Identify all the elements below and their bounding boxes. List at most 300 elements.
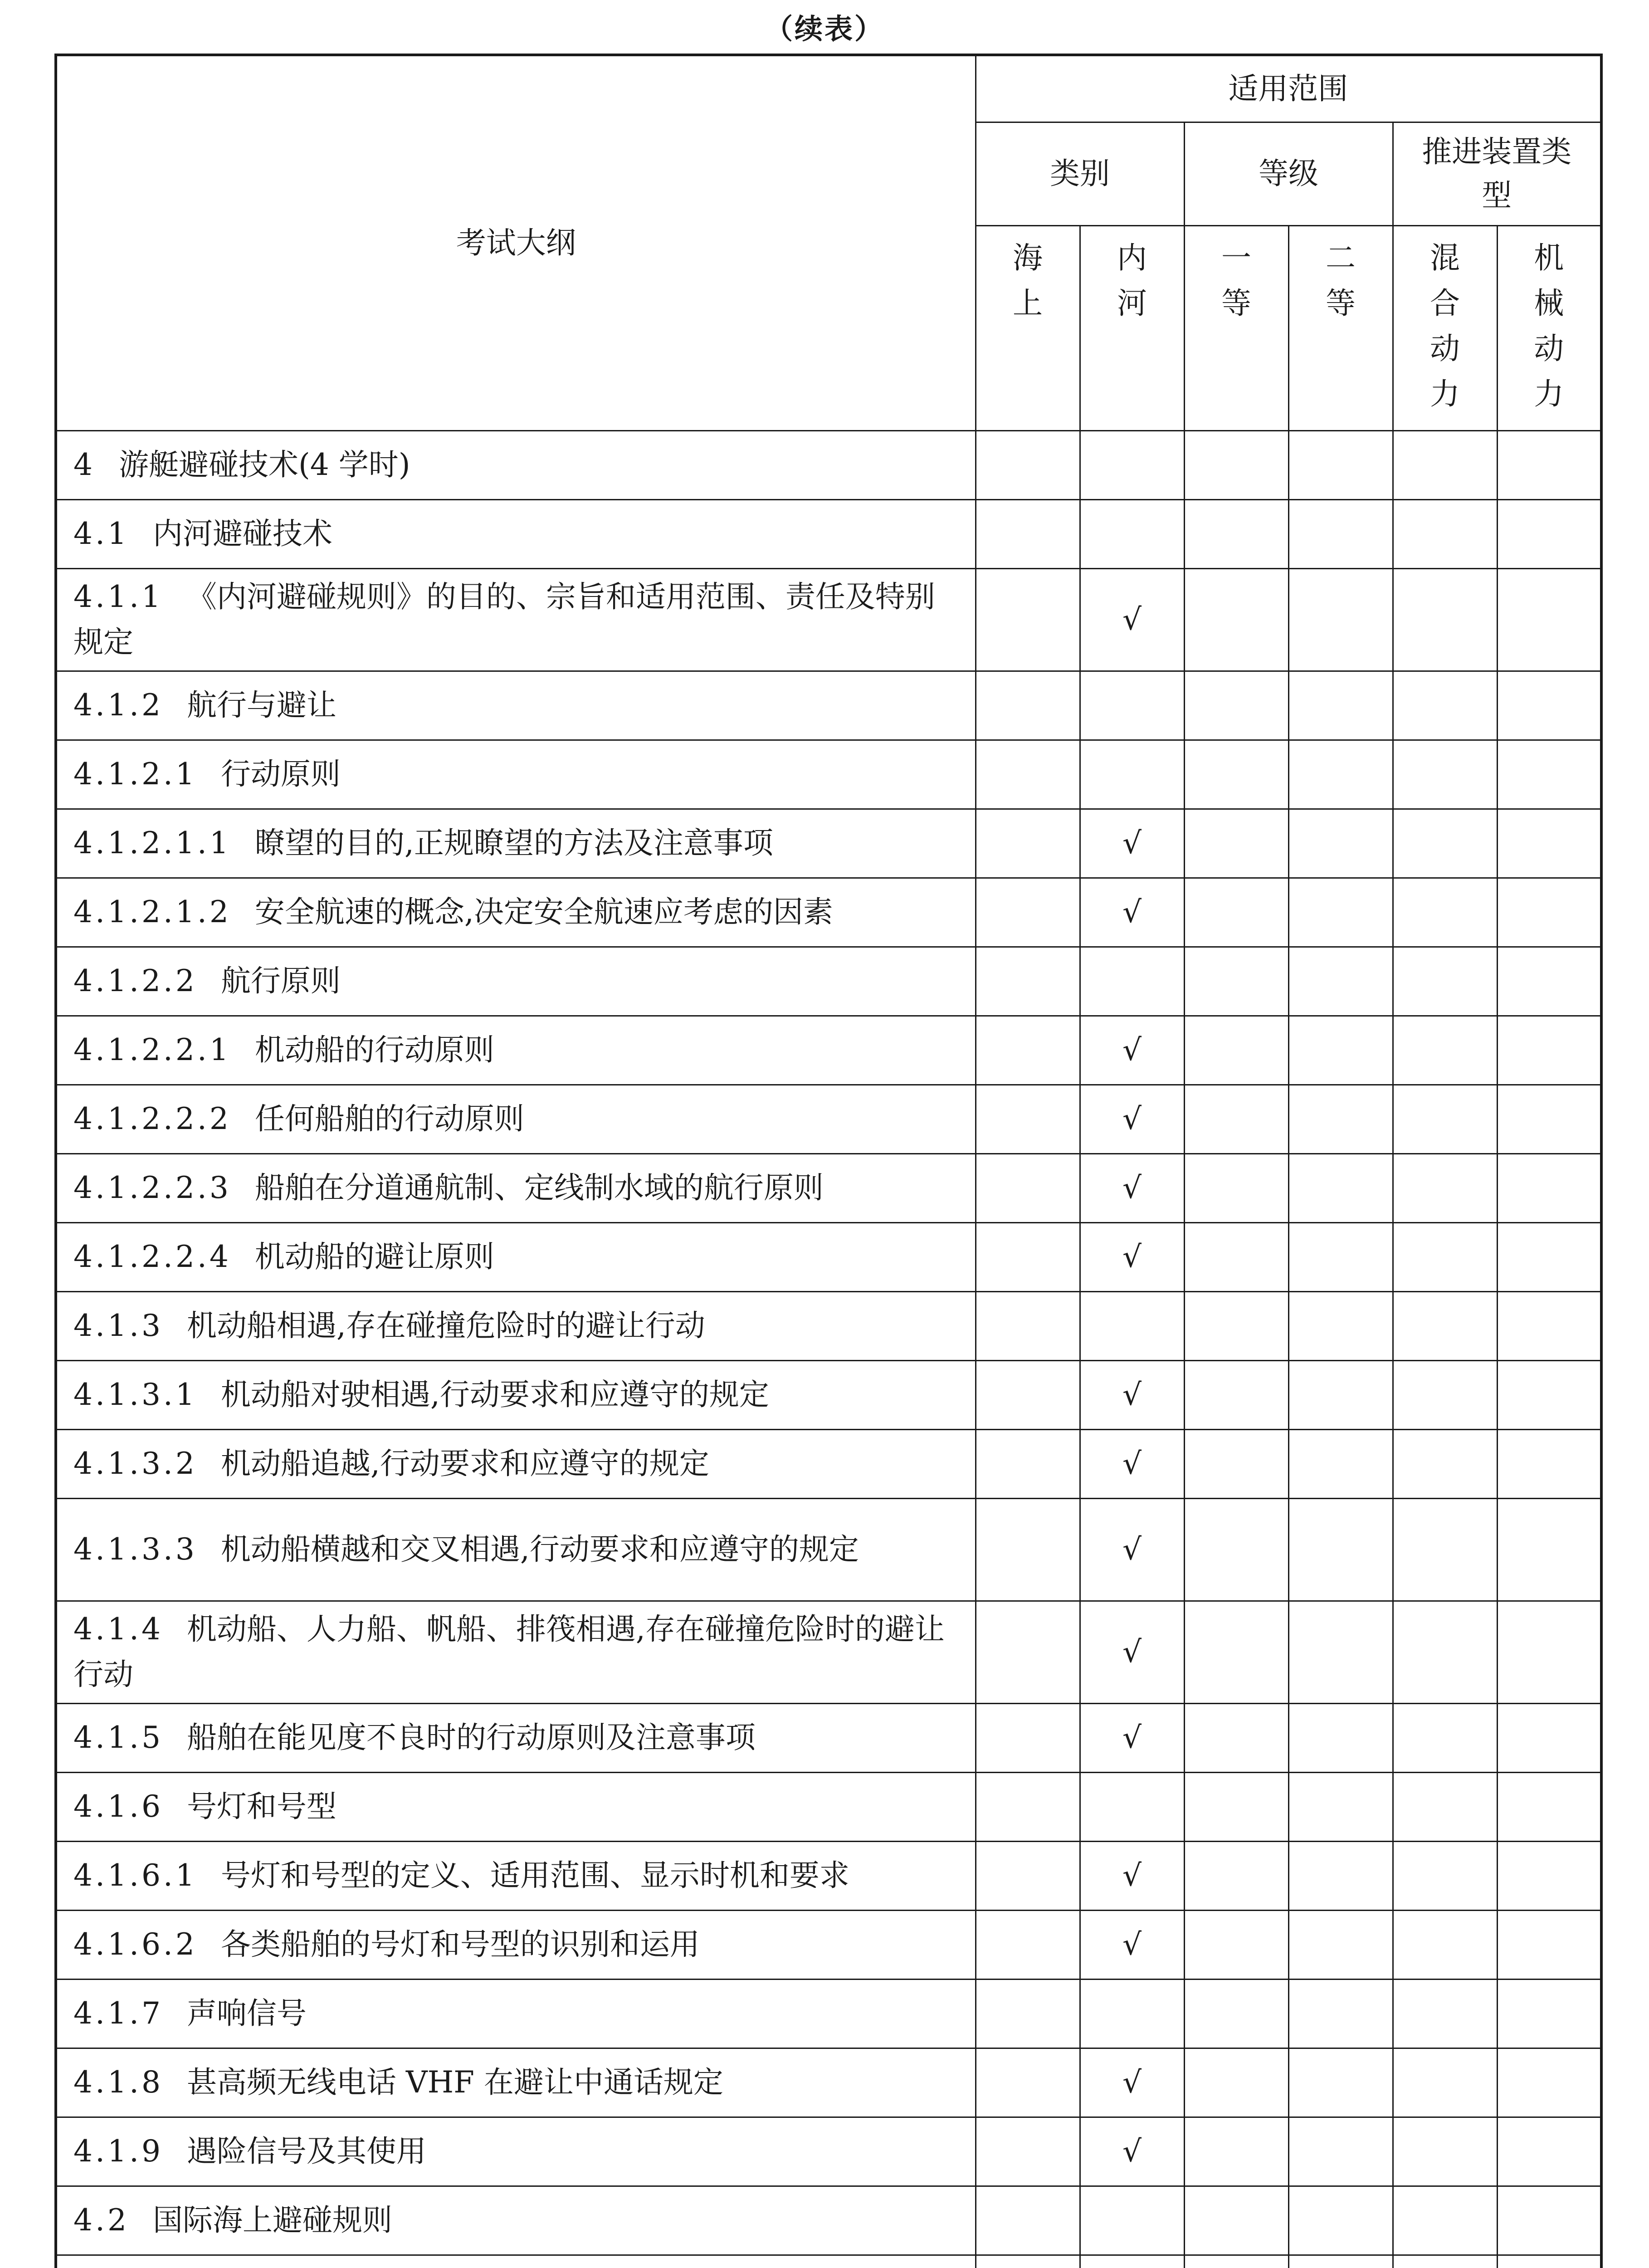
item-text: 内河避碰技术 [152, 516, 332, 551]
header-propulsion: 推进装置类型 [1393, 122, 1601, 225]
scope-cell-col-hybrid-power [1393, 2186, 1497, 2255]
subheader-char: 力 [1430, 376, 1460, 411]
scope-cell-col-sea [976, 1910, 1080, 1979]
scope-cell-col-mechanical-power [1497, 1772, 1601, 1841]
scope-cell-col-mechanical-power [1497, 2117, 1601, 2186]
exam-outline-table [54, 54, 1603, 2268]
scope-cell-col-sea [976, 2048, 1080, 2117]
item-text: 任何船舶的行动原则 [254, 1101, 524, 1136]
scope-cell-col-grade-one [1184, 1154, 1288, 1222]
scope-cell-col-grade-one [1184, 1601, 1288, 1703]
scope-cell-col-grade-one [1184, 1360, 1288, 1429]
table-row [56, 2186, 1601, 2255]
item-number: 4.1.2.1.1 [73, 826, 231, 860]
item-text: 机动船对驶相遇,行动要求和应遵守的规定 [220, 1377, 769, 1412]
scope-cell-col-hybrid-power [1393, 1841, 1497, 1910]
header-grade: 等级 [1184, 122, 1393, 225]
table-row [56, 1154, 1601, 1222]
scope-cell-col-mechanical-power [1497, 671, 1601, 740]
scope-cell-col-grade-two [1288, 809, 1393, 878]
subheader-char: 合 [1430, 285, 1460, 321]
check-mark: √ [1122, 1858, 1142, 1893]
scope-cell-col-inland [1080, 1772, 1184, 1841]
scope-cell-col-mechanical-power [1497, 1841, 1601, 1910]
item-number: 4.1.2.2 [73, 963, 197, 998]
scope-cell-col-grade-one [1184, 1498, 1288, 1601]
outline-item [56, 1429, 976, 1498]
scope-cell-col-grade-one [1184, 671, 1288, 740]
subheader-col-mechanical-power [1497, 225, 1601, 430]
scope-cell-col-inland [1080, 2255, 1184, 2268]
table-row [56, 740, 1601, 809]
check-mark: √ [1122, 1377, 1142, 1412]
item-text: 游艇避碰技术(4 学时) [119, 447, 410, 482]
item-number: 4.1.5 [73, 1720, 163, 1755]
table-row [56, 1291, 1601, 1360]
scope-cell-col-grade-two [1288, 1222, 1393, 1291]
scope-cell-col-mechanical-power [1497, 1429, 1601, 1498]
table-row [56, 1360, 1601, 1429]
scope-cell-col-grade-one [1184, 1429, 1288, 1498]
scope-cell-col-inland [1080, 740, 1184, 809]
item-text: 甚高频无线电话 VHF 在避让中通话规定 [186, 2065, 723, 2100]
subheader-col-grade-one [1184, 225, 1288, 430]
item-text: 国际海上避碰规则 [152, 2203, 392, 2238]
item-text: 机动船横越和交叉相遇,行动要求和应遵守的规定 [220, 1532, 859, 1567]
scope-cell-col-hybrid-power [1393, 1154, 1497, 1222]
scope-cell-col-sea [976, 2255, 1080, 2268]
scope-cell-col-grade-one [1184, 2255, 1288, 2268]
subheader-char: 一 [1221, 240, 1251, 275]
outline-item [56, 1498, 976, 1601]
outline-item [56, 878, 976, 947]
subheader-col-hybrid-power [1393, 225, 1497, 430]
scope-cell-col-grade-two [1288, 499, 1393, 568]
table-row [56, 809, 1601, 878]
subheader-col-grade-two [1288, 225, 1393, 430]
scope-cell-col-mechanical-power [1497, 1498, 1601, 1601]
scope-cell-col-hybrid-power [1393, 671, 1497, 740]
table-row [56, 499, 1601, 568]
outline-item [56, 809, 976, 878]
item-number: 4.1.2 [73, 688, 163, 723]
subheader-char: 混 [1430, 240, 1460, 275]
scope-cell-col-grade-two [1288, 1498, 1393, 1601]
scope-cell-col-grade-one [1184, 1841, 1288, 1910]
scope-cell-col-hybrid-power [1393, 1703, 1497, 1772]
item-number: 4.1.2.2.4 [73, 1239, 231, 1274]
check-mark: √ [1122, 1032, 1142, 1067]
scope-cell-col-sea [976, 1291, 1080, 1360]
scope-cell-col-hybrid-power [1393, 1601, 1497, 1703]
item-text: 机动船相遇,存在碰撞危险时的避让行动 [186, 1308, 705, 1343]
scope-cell-col-mechanical-power [1497, 1601, 1601, 1703]
item-text: 号灯和号型的定义、适用范围、显示时机和要求 [220, 1858, 849, 1893]
item-text: 遇险信号及其使用 [186, 2134, 426, 2169]
table-row [56, 1979, 1601, 2048]
scope-cell-col-grade-one [1184, 568, 1288, 671]
table-caption: （续表） [764, 12, 884, 45]
scope-cell-col-grade-two [1288, 878, 1393, 947]
scope-cell-col-grade-two [1288, 1910, 1393, 1979]
scope-cell-col-inland [1080, 568, 1184, 671]
scope-cell-col-hybrid-power [1393, 1291, 1497, 1360]
scope-cell-col-hybrid-power [1393, 430, 1497, 499]
item-text: 机动船、人力船、帆船、排筏相遇,存在碰撞危险时的避让行动 [73, 1612, 945, 1692]
table-row [56, 878, 1601, 947]
scope-cell-col-sea [976, 1360, 1080, 1429]
item-number: 4.1 [73, 516, 129, 551]
table-row [56, 568, 1601, 671]
outline-item [56, 1772, 976, 1841]
check-mark: √ [1122, 1170, 1142, 1205]
subheader-col-inland [1080, 225, 1184, 430]
scope-cell-col-mechanical-power [1497, 1360, 1601, 1429]
scope-cell-col-inland [1080, 499, 1184, 568]
scope-cell-col-inland [1080, 1910, 1184, 1979]
scope-cell-col-sea [976, 568, 1080, 671]
scope-cell-col-grade-two [1288, 947, 1393, 1016]
scope-cell-col-grade-two [1288, 1291, 1393, 1360]
subheader-char: 内 [1117, 240, 1147, 275]
check-mark: √ [1122, 602, 1142, 637]
item-text: 行动原则 [220, 757, 341, 792]
subheader-char: 等 [1326, 285, 1356, 321]
scope-cell-col-hybrid-power [1393, 878, 1497, 947]
scope-cell-col-inland [1080, 2186, 1184, 2255]
scope-cell-col-sea [976, 1772, 1080, 1841]
check-mark: √ [1122, 1634, 1142, 1669]
subheader-char: 动 [1430, 331, 1460, 366]
table-row [56, 1910, 1601, 1979]
check-mark: √ [1122, 2134, 1142, 2169]
scope-cell-col-grade-one [1184, 2186, 1288, 2255]
subheader-char: 动 [1534, 331, 1564, 366]
scope-cell-col-grade-one [1184, 1910, 1288, 1979]
outline-item [56, 1979, 976, 2048]
scope-cell-col-grade-one [1184, 878, 1288, 947]
scope-cell-col-grade-two [1288, 1703, 1393, 1772]
scope-cell-col-mechanical-power [1497, 1910, 1601, 1979]
scope-cell-col-inland [1080, 878, 1184, 947]
scope-cell-col-hybrid-power [1393, 1222, 1497, 1291]
scope-cell-col-grade-two [1288, 430, 1393, 499]
scope-cell-col-inland [1080, 1601, 1184, 1703]
scope-cell-col-hybrid-power [1393, 1429, 1497, 1498]
scope-cell-col-grade-two [1288, 1841, 1393, 1910]
outline-item [56, 499, 976, 568]
table-row [56, 1222, 1601, 1291]
outline-item [56, 1222, 976, 1291]
subheader-col-sea [976, 225, 1080, 430]
item-text: 安全航速的概念,决定安全航速应考虑的因素 [254, 894, 833, 929]
item-text: 船舶在分道通航制、定线制水域的航行原则 [254, 1170, 824, 1205]
check-mark: √ [1122, 1101, 1142, 1136]
scope-cell-col-hybrid-power [1393, 2255, 1497, 2268]
scope-cell-col-grade-two [1288, 1085, 1393, 1154]
scope-cell-col-sea [976, 2117, 1080, 2186]
item-number: 4.1.3.3 [73, 1532, 197, 1567]
table-row [56, 1016, 1601, 1085]
scope-cell-col-sea [976, 1429, 1080, 1498]
scope-cell-col-grade-two [1288, 1429, 1393, 1498]
table-row [56, 1498, 1601, 1601]
header-scope: 适用范围 [976, 55, 1601, 122]
item-text: 船舶在能见度不良时的行动原则及注意事项 [186, 1720, 756, 1755]
table-row [56, 1601, 1601, 1703]
scope-cell-col-mechanical-power [1497, 1085, 1601, 1154]
scope-cell-col-mechanical-power [1497, 1222, 1601, 1291]
scope-cell-col-grade-one [1184, 1291, 1288, 1360]
outline-item [56, 2255, 976, 2268]
scope-cell-col-inland [1080, 1498, 1184, 1601]
scope-cell-col-inland [1080, 430, 1184, 499]
scope-cell-col-grade-two [1288, 740, 1393, 809]
check-mark: √ [1122, 1720, 1142, 1755]
item-text: 航行原则 [220, 963, 341, 998]
scope-cell-col-mechanical-power [1497, 499, 1601, 568]
outline-item [56, 1910, 976, 1979]
check-mark: √ [1122, 1239, 1142, 1274]
item-number: 4.1.3.1 [73, 1377, 197, 1412]
scope-cell-col-grade-one [1184, 1772, 1288, 1841]
scope-cell-col-mechanical-power [1497, 2186, 1601, 2255]
scope-cell-col-mechanical-power [1497, 1291, 1601, 1360]
item-text: 《内河避碰规则》的目的、宗旨和适用范围、责任及特别规定 [73, 579, 935, 660]
item-number: 4.1.2.1 [73, 757, 197, 792]
table-row [56, 671, 1601, 740]
scope-cell-col-grade-two [1288, 1979, 1393, 2048]
outline-item [56, 671, 976, 740]
header-outline: 考试大纲 [56, 55, 976, 430]
scope-cell-col-mechanical-power [1497, 1979, 1601, 2048]
scope-cell-col-inland [1080, 1429, 1184, 1498]
subheader-char: 等 [1221, 285, 1251, 321]
outline-item [56, 1841, 976, 1910]
subheader-char: 海 [1013, 240, 1043, 275]
scope-cell-col-inland [1080, 809, 1184, 878]
subheader-char: 上 [1013, 285, 1043, 321]
scope-cell-col-mechanical-power [1497, 1154, 1601, 1222]
item-text: 航行与避让 [186, 688, 337, 723]
subheader-char: 力 [1534, 376, 1564, 411]
scope-cell-col-grade-two [1288, 2186, 1393, 2255]
scope-cell-col-sea [976, 809, 1080, 878]
item-text: 声响信号 [186, 1996, 307, 2031]
item-number: 4.1.6.2 [73, 1927, 197, 1962]
outline-item [56, 1291, 976, 1360]
scope-cell-col-sea [976, 1085, 1080, 1154]
scope-cell-col-sea [976, 878, 1080, 947]
outline-item [56, 2048, 976, 2117]
outline-item [56, 568, 976, 671]
scope-cell-col-hybrid-power [1393, 1979, 1497, 2048]
scope-cell-col-hybrid-power [1393, 1085, 1497, 1154]
scope-cell-col-grade-one [1184, 1085, 1288, 1154]
scope-cell-col-grade-one [1184, 1979, 1288, 2048]
scope-cell-col-inland [1080, 1085, 1184, 1154]
scope-cell-col-inland [1080, 1979, 1184, 2048]
scope-cell-col-sea [976, 430, 1080, 499]
scope-cell-col-mechanical-power [1497, 568, 1601, 671]
item-number [73, 2266, 163, 2268]
scope-cell-col-mechanical-power [1497, 2048, 1601, 2117]
item-text: 机动船的避让原则 [254, 1239, 494, 1274]
scope-cell-col-sea [976, 2186, 1080, 2255]
scope-cell-col-mechanical-power [1497, 740, 1601, 809]
scope-cell-col-grade-two [1288, 2048, 1393, 2117]
scope-cell-col-sea [976, 1154, 1080, 1222]
item-number: 4.1.1 [73, 579, 163, 614]
item-number: 4.1.7 [73, 1996, 163, 2031]
header-category: 类别 [976, 122, 1184, 225]
scope-cell-col-grade-two [1288, 1360, 1393, 1429]
scope-cell-col-mechanical-power [1497, 809, 1601, 878]
scope-cell-col-grade-one [1184, 430, 1288, 499]
subheader-char: 河 [1117, 285, 1147, 321]
item-number: 4.1.3.2 [73, 1446, 197, 1481]
scope-cell-col-hybrid-power [1393, 499, 1497, 568]
outline-item [56, 2186, 976, 2255]
scope-cell-col-sea [976, 1703, 1080, 1772]
scope-cell-col-mechanical-power [1497, 430, 1601, 499]
scope-cell-col-grade-one [1184, 1016, 1288, 1085]
item-text: 各类船舶的号灯和号型的识别和运用 [220, 1927, 700, 1962]
scope-cell-col-mechanical-power [1497, 1703, 1601, 1772]
item-number: 4 [73, 447, 95, 482]
scope-cell-col-hybrid-power [1393, 1910, 1497, 1979]
scope-cell-col-mechanical-power [1497, 2255, 1601, 2268]
item-number: 4.1.8 [73, 2065, 163, 2100]
scope-cell-col-sea [976, 1601, 1080, 1703]
item-number: 4.1.9 [73, 2134, 163, 2169]
item-number: 4.1.3 [73, 1308, 163, 1343]
scope-cell-col-grade-two [1288, 1154, 1393, 1222]
scope-cell-col-sea [976, 1498, 1080, 1601]
scope-cell-col-hybrid-power [1393, 568, 1497, 671]
scope-cell-col-inland [1080, 1016, 1184, 1085]
table-row [56, 1703, 1601, 1772]
scope-cell-col-inland [1080, 1841, 1184, 1910]
scope-cell-col-inland [1080, 671, 1184, 740]
scope-cell-col-sea [976, 499, 1080, 568]
scope-cell-col-grade-two [1288, 1016, 1393, 1085]
table-row [56, 1429, 1601, 1498]
subheader-char: 机 [1534, 240, 1564, 275]
item-number: 4.1.2.2.1 [73, 1032, 231, 1067]
scope-cell-col-grade-one [1184, 499, 1288, 568]
scope-cell-col-inland [1080, 2117, 1184, 2186]
scope-cell-col-grade-two [1288, 568, 1393, 671]
scope-cell-col-grade-two [1288, 1601, 1393, 1703]
item-number: 4.1.2.1.2 [73, 894, 231, 929]
scope-cell-col-grade-one [1184, 809, 1288, 878]
check-mark: √ [1122, 1446, 1142, 1481]
scope-cell-col-mechanical-power [1497, 1016, 1601, 1085]
scope-cell-col-hybrid-power [1393, 1360, 1497, 1429]
table-row [56, 1841, 1601, 1910]
scope-cell-col-grade-one [1184, 1222, 1288, 1291]
scope-cell-col-inland [1080, 1222, 1184, 1291]
scope-cell-col-sea [976, 1841, 1080, 1910]
scope-cell-col-sea [976, 740, 1080, 809]
outline-item [56, 1703, 976, 1772]
scope-cell-col-grade-two [1288, 2117, 1393, 2186]
item-text: 机动船追越,行动要求和应遵守的规定 [220, 1446, 709, 1481]
outline-item [56, 1154, 976, 1222]
item-text: 瞭望的目的,正规瞭望的方法及注意事项 [254, 826, 773, 860]
subheader-char: 二 [1326, 240, 1356, 275]
scope-cell-col-grade-two [1288, 2255, 1393, 2268]
scope-cell-col-sea [976, 671, 1080, 740]
scope-cell-col-grade-one [1184, 740, 1288, 809]
scope-cell-col-mechanical-power [1497, 878, 1601, 947]
scope-cell-col-inland [1080, 1154, 1184, 1222]
scope-cell-col-inland [1080, 947, 1184, 1016]
outline-item [56, 430, 976, 499]
item-number: 4.1.4 [73, 1612, 163, 1647]
table-row [56, 2255, 1601, 2268]
scope-cell-col-hybrid-power [1393, 809, 1497, 878]
scope-cell-col-inland [1080, 1291, 1184, 1360]
outline-item [56, 1601, 976, 1703]
scope-cell-col-grade-one [1184, 1703, 1288, 1772]
outline-item [56, 740, 976, 809]
scope-cell-col-sea [976, 1979, 1080, 2048]
scope-cell-col-hybrid-power [1393, 2048, 1497, 2117]
scope-cell-col-hybrid-power [1393, 947, 1497, 1016]
check-mark: √ [1122, 826, 1142, 860]
table-row [56, 947, 1601, 1016]
item-text: 机动船的行动原则 [254, 1032, 494, 1067]
item-number: 4.1.6.1 [73, 1858, 197, 1893]
check-mark: √ [1122, 1927, 1142, 1962]
table-row [56, 2117, 1601, 2186]
scope-cell-col-grade-two [1288, 671, 1393, 740]
table-row [56, 2048, 1601, 2117]
scope-cell-col-hybrid-power [1393, 1016, 1497, 1085]
scope-cell-col-hybrid-power [1393, 740, 1497, 809]
scope-cell-col-grade-two [1288, 1772, 1393, 1841]
scope-cell-col-mechanical-power [1497, 947, 1601, 1016]
table-row [56, 430, 1601, 499]
scope-cell-col-grade-one [1184, 947, 1288, 1016]
item-text: 号灯和号型 [186, 1789, 337, 1824]
item-number: 4.2 [73, 2203, 129, 2238]
table-row [56, 1085, 1601, 1154]
outline-item [56, 1016, 976, 1085]
outline-item [56, 1085, 976, 1154]
outline-item [56, 1360, 976, 1429]
scope-cell-col-inland [1080, 2048, 1184, 2117]
check-mark: √ [1122, 1532, 1142, 1567]
scope-cell-col-hybrid-power [1393, 1772, 1497, 1841]
item-number: 4.1.2.2.3 [73, 1170, 231, 1205]
scope-cell-col-inland [1080, 1360, 1184, 1429]
item-number: 4.1.6 [73, 1789, 163, 1824]
scope-cell-col-sea [976, 1222, 1080, 1291]
outline-item [56, 2117, 976, 2186]
scope-cell-col-sea [976, 947, 1080, 1016]
subheader-char: 械 [1534, 285, 1564, 321]
scope-cell-col-grade-one [1184, 2117, 1288, 2186]
check-mark: √ [1122, 894, 1142, 929]
scope-cell-col-hybrid-power [1393, 1498, 1497, 1601]
item-number: 4.1.2.2.2 [73, 1101, 231, 1136]
check-mark: √ [1122, 2065, 1142, 2100]
scope-cell-col-sea [976, 1016, 1080, 1085]
scope-cell-col-inland [1080, 1703, 1184, 1772]
